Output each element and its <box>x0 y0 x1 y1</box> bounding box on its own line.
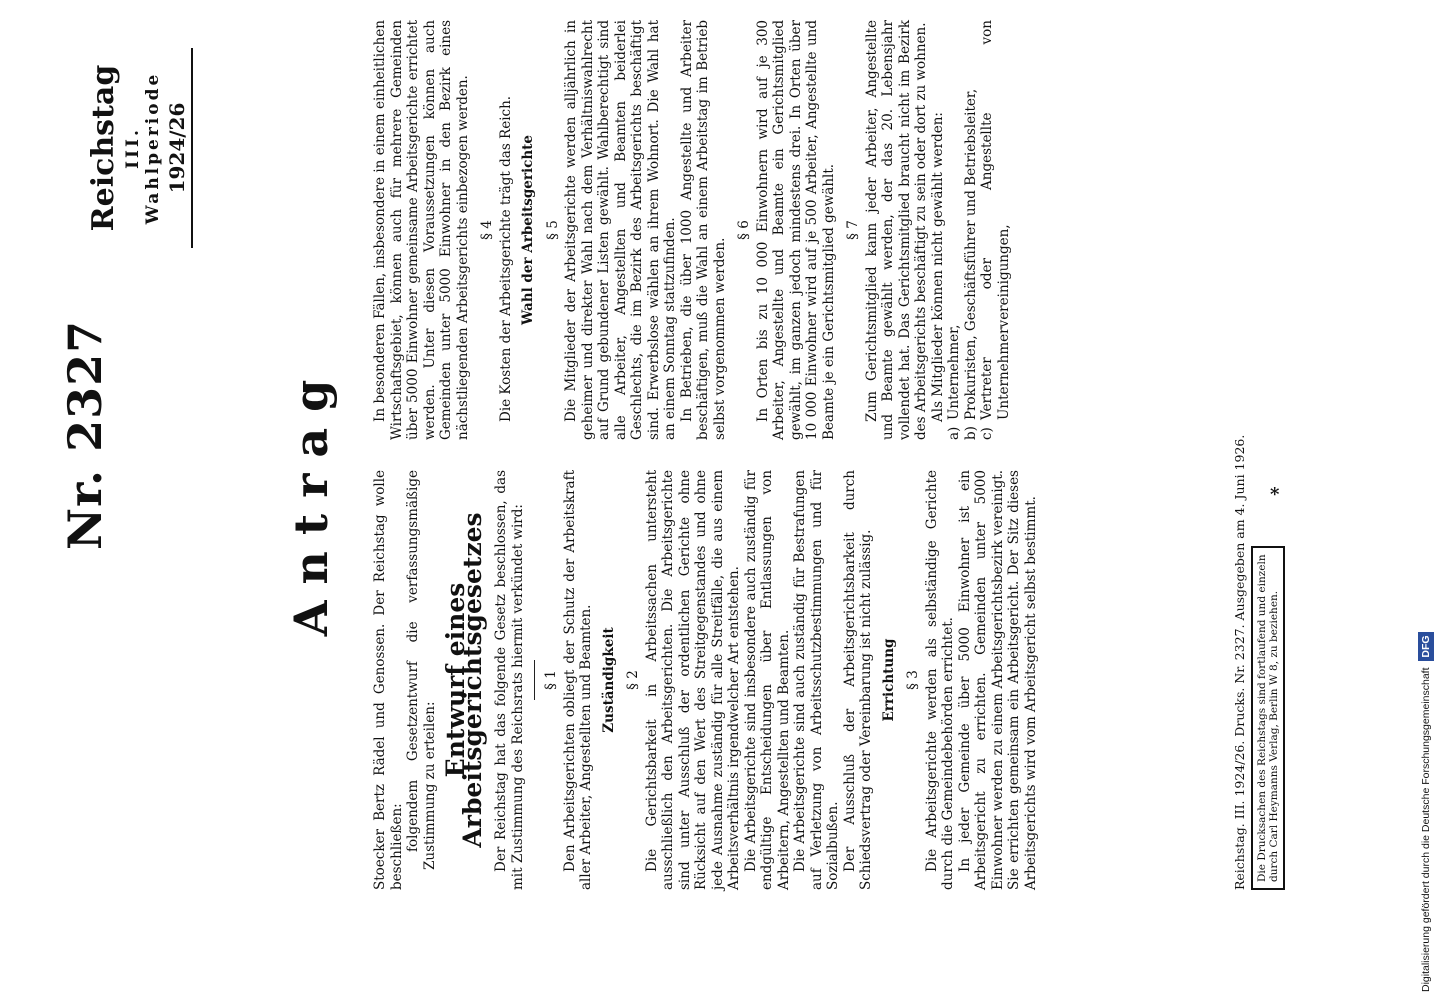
section-2-p3: Die Arbeitsgerichte sind auch zuständig für Bestrafungen auf Verletzung von Arbeitsschutzbestimmungen und für Sozialbußen. <box>792 470 841 890</box>
section-5-p2: In Betrieben, die über 1000 Angestellte und Arbeiter beschäftigen, muß die Wahl an einem Arbeitstag im Betrieb selbst vorgenommen werden. <box>678 20 728 440</box>
wahlperiode: III. Wahlperiode <box>123 71 163 225</box>
reichstag-title: Reichstag <box>86 64 121 232</box>
section-7-p2: Als Mitglieder können nicht gewählt werden: <box>929 112 946 422</box>
footer-box <box>1251 546 1285 890</box>
footer-box-line-1: Die Drucksachen des Reichstags sind fortlaufend und einzeln <box>1256 554 1268 882</box>
section-1-text: Den Arbeitsgerichten obliegt der Schutz der Arbeitskraft aller Arbeiter, Angestellten und Beamten. <box>561 470 594 890</box>
side-note <box>1418 8 1434 992</box>
right-column <box>372 20 1012 440</box>
funding-text: Digitalisierung gefördert durch die Deutsche Forschungsgemeinschaft <box>1420 667 1432 992</box>
section-2-p2: Die Arbeitsgerichte sind insbesondere auch zuständig für endgültige Entscheidungen über Entlassungen von Arbeitern, Angestellten und Beamten. <box>742 470 792 890</box>
footer <box>1232 10 1285 890</box>
section-2-p1: Die Gerichtsbarkeit in Arbeitssachen untersteht ausschließlich den Arbeitsgerichten. Die Arbeitsgerichte sind unter Ausschluß der ordentlichen Gerichte ohne Rücksicht auf den Wert des Streitgegenstandes und ohne jede Ausnahme zuständig für alle Streitfälle, die aus einem Arbeitsverhältnis irgendwelcher Art entstehen. <box>643 470 742 890</box>
section-3-p1: Die Arbeitsgerichte werden als selbständige Gerichte durch die Gemeindebehörden errichtet. <box>923 470 956 890</box>
section-2-p4: Der Ausschluß der Arbeitsgerichtsbarkeit durch Schiedsvertrag oder Vereinbarung ist nicht zulässig. <box>841 470 874 890</box>
asterisk-mark: * <box>1270 484 1280 505</box>
list-item-text: Prokuristen, Geschäftsführer und Betriebsleiter, <box>962 88 979 420</box>
right-top-paragraph: In besonderen Fällen, insbesondere in einem einheitlichen Wirtschaftsgebiet, können auch für mehrere Gemeinden über 5000 Einwohner gemeinsame Arbeitsgerichte errichtet werden. Unter diesen Voraussetzungen können auch Gemeinden unter 5000 Einwohner in den Bezirk eines nächstliegenden Arbeitsgerichts einbezogen werden. <box>372 20 471 440</box>
preamble: Der Reichstag hat das folgende Gesetz beschlossen, das mit Zustimmung des Reichsrats hiermit verkündet wird: <box>493 470 526 890</box>
years: 1924/26 <box>165 48 193 248</box>
section-6-text: In Orten bis zu 10 000 Einwohnern wird auf je 300 Arbeiter, Angestellte und Beamte ein Gerichtsmitglied gewählt, im ganzen jedoch mindestens drei. In Orten über 10 000 Einwohner wird auf je 500 Arbeiter, Angestellte und Beamte je ein Gerichtsmitglied gewählt. <box>754 20 837 440</box>
heading-errichtung: Errichtung <box>880 638 897 722</box>
heading-zustaendigkeit: Zuständigkeit <box>600 627 617 733</box>
entwurf-heading: Entwurf eines Arbeitsgerichtsgesetzes <box>441 512 487 848</box>
section-4-text: Die Kosten der Arbeitsgerichte trägt das Reich. <box>497 95 514 422</box>
list-item-label: b) <box>962 426 979 440</box>
section-3-p2: In jeder Gemeinde über 5000 Einwohner ist ein Arbeitsgericht zu errichten. Gemeinden unter 5000 Einwohner werden zu einem Arbeitsgerichtsbezirk vereinigt. Sie errichten gemeinsam ein Arbeitsgericht. Der Sitz dieses Arbeitsgerichts wird vom Arbeitsgericht selbst bestimmt. <box>956 470 1039 890</box>
funding-note <box>1418 8 1434 992</box>
section-6-label: § 6 <box>736 220 752 240</box>
intro-1: Stoecker Bertz Rädel und Genossen. Der Reichstag wolle beschließen: <box>372 470 405 890</box>
list-item-text: Vertreter oder Angestellte von Unternehmervereinigungen, <box>979 20 1012 420</box>
section-5-label: § 5 <box>544 220 561 240</box>
list-item <box>946 20 963 440</box>
heading-wahl: Wahl der Arbeitsgerichte <box>520 135 536 325</box>
footer-line: Reichstag. III. 1924/26. Drucks. Nr. 2327. Ausgegeben am 4. Juni 1926. <box>1232 434 1247 890</box>
intro-2: folgendem Gesetzentwurf die verfassungsmäßige Zustimmung zu erteilen: <box>405 470 438 870</box>
reichstag-header <box>86 48 193 248</box>
left-column <box>372 470 1039 890</box>
list-item <box>979 20 1012 440</box>
antrag-title: Antrag <box>284 363 338 637</box>
footer-box-line-2: durch Carl Heymanns Verlag, Berlin W 8, zu beziehen. <box>1268 590 1280 882</box>
list-item-label: c) <box>979 427 995 440</box>
divider <box>534 660 535 700</box>
section-1-label: § 1 <box>543 670 559 690</box>
section-5-p1: Die Mitglieder der Arbeitsgerichte werden alljährlich in geheimer und direkter Wahl nach dem Verhältniswahlrecht auf Grund gebundener Listen gewählt. Wahlberechtigt sind alle Arbeiter, Angestellten und Beamten beiderlei Geschlechts, die im Bezirk des Arbeitsgerichts beschäftigt sind. Erwerbslose wählen an ihrem Wohnort. Die Wahl hat an einem Sonntag stattzufinden. <box>563 20 678 440</box>
section-4-label: § 4 <box>479 220 495 240</box>
list-item-text: Unternehmer, <box>946 324 962 420</box>
section-3-label: § 3 <box>905 670 921 690</box>
section-7-p1: Zum Gerichtsmitglied kann jeder Arbeiter, Angestellte und Beamte gewählt werden, der das 20. Lebensjahr vollendet hat. Das Gerichtsmitglied braucht nicht im Bezirk des Arbeitsgerichts beschäftigt zu sein oder dort zu wohnen. <box>863 20 929 440</box>
list-item <box>963 20 980 440</box>
dfg-logo: DFG <box>1418 632 1434 660</box>
section-7-label: § 7 <box>845 220 861 240</box>
document-number: Nr. 2327 <box>58 319 112 550</box>
section-2-label: § 2 <box>625 670 641 690</box>
list-item-label: a) <box>946 426 962 440</box>
